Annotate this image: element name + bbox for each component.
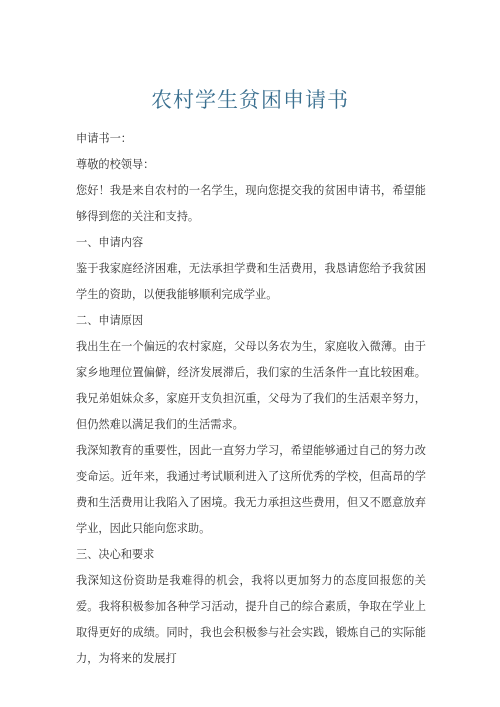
- document-title: 农村学生贫困申请书: [151, 88, 349, 112]
- section-paragraph: 我出生在一个偏远的农村家庭，父母以务农为生，家庭收入微薄。由于家乡地理位置偏僻，经济发展滞后，我们家的生活条件一直比较困难。我兄弟姐妹众多，家庭开支负担沉重，父母为了我们的生活艰辛努力，但仍然难以满足我们的生活需求。: [76, 340, 426, 431]
- intro-paragraph: 您好！我是来自农村的一名学生，现向您提交我的贫困申请书，希望能够得到您的关注和支持。: [76, 184, 426, 223]
- document-subtitle: 申请书一：: [76, 132, 132, 145]
- section-paragraph: 我深知教育的重要性，因此一直努力学习，希望能够通过自己的努力改变命运。近年来，我通过考试顺利进入了这所优秀的学校，但高昂的学费和生活费用让我陷入了困境。我无力承担这些费用，但又不愿意放弃学业，因此只能向您求助。: [76, 444, 426, 535]
- document-body: [76, 126, 426, 672]
- salutation: 尊敬的校领导：: [76, 158, 155, 171]
- section-paragraph: 鉴于我家庭经济困难，无法承担学费和生活费用，我恳请您给予我贫困学生的资助，以便我能够顺利完成学业。: [76, 262, 426, 301]
- section-heading: 三、决心和要求: [76, 548, 155, 561]
- section-heading: 二、申请原因: [76, 314, 144, 327]
- section-paragraph: 我深知这份资助是我难得的机会，我将以更加努力的态度回报您的关爱。我将积极参加各种学习活动，提升自己的综合素质，争取在学业上取得更好的成绩。同时，我也会积极参与社会实践，锻炼自己的实际能力，为将来的发展打: [76, 574, 426, 665]
- section-heading: 一、申请内容: [76, 236, 144, 249]
